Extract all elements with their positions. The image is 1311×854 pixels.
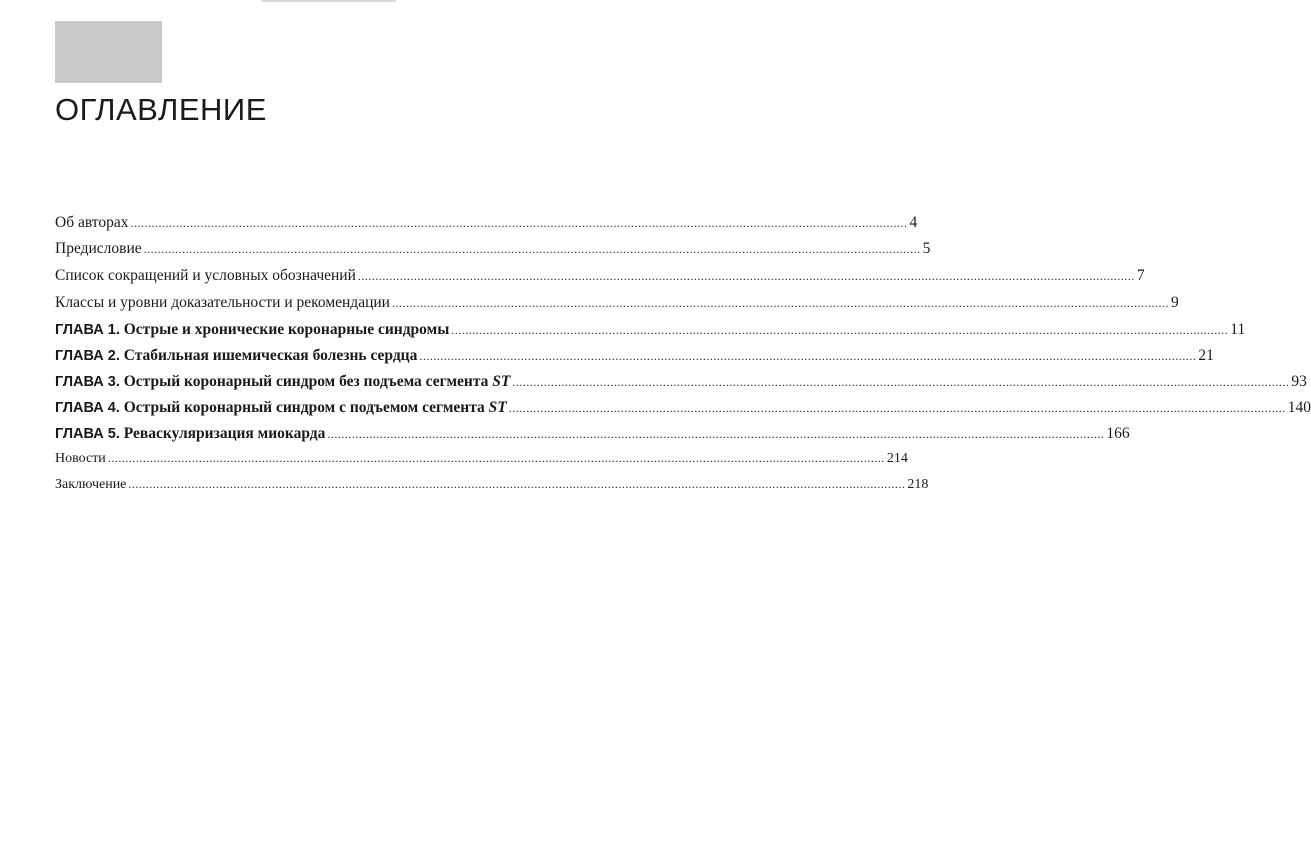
toc-leader: .............................................................................................................................................................................................................................. <box>143 242 921 256</box>
chapter-number: ГЛАВА 3. <box>55 374 120 390</box>
toc-item-label: Об авторах <box>55 214 129 231</box>
toc-item-page: 218 <box>907 477 929 492</box>
toc-leader: .............................................................................................................................................................................................................................. <box>419 349 1197 363</box>
toc-leader: .............................................................................................................................................................................................................................. <box>327 427 1105 441</box>
page-title: ОГЛАВЛЕНИЕ <box>55 92 267 127</box>
toc-item-page: 166 <box>1106 425 1130 442</box>
toc-item-page: 93 <box>1291 373 1307 390</box>
toc-item-page: 21 <box>1198 347 1214 364</box>
toc-item-page: 4 <box>909 214 918 231</box>
toc-item-label: Классы и уровни доказательности и рекомендации <box>55 294 390 311</box>
toc-leader: .............................................................................................................................................................................................................................. <box>107 451 885 465</box>
chapter-title: Острый коронарный синдром с подъемом сегмента <box>123 399 485 416</box>
chapter-title-suffix: ST <box>488 399 507 416</box>
toc-item-label: Предисловие <box>55 240 142 257</box>
toc-item-page: 214 <box>886 451 908 466</box>
toc-item-page: 140 <box>1287 399 1311 416</box>
toc-leader: .............................................................................................................................................................................................................................. <box>391 296 1169 310</box>
chapter-number: ГЛАВА 5. <box>55 426 120 442</box>
toc-item-page: 11 <box>1230 321 1246 338</box>
toc-chapter-2[interactable] <box>55 347 1214 373</box>
chapter-number: ГЛАВА 2. <box>55 348 120 364</box>
chapter-title-suffix: ST <box>492 373 511 390</box>
toc-item-label: Новости <box>55 451 106 466</box>
toc-item-page: 5 <box>922 240 931 257</box>
chapter-title: Реваскуляризация миокарда <box>123 425 326 442</box>
toc-item-authors[interactable] <box>55 214 918 240</box>
toc-item-page: 9 <box>1170 294 1179 311</box>
toc-item-abbreviations[interactable] <box>55 267 1145 294</box>
chapter-title: Острый коронарный синдром без подъема сегмента <box>123 373 489 390</box>
header-block <box>55 21 162 83</box>
toc-leader: .............................................................................................................................................................................................................................. <box>508 401 1286 415</box>
toc-leader: .............................................................................................................................................................................................................................. <box>512 375 1290 389</box>
toc-item-news[interactable] <box>55 450 908 476</box>
chapter-number: ГЛАВА 4. <box>55 400 120 416</box>
toc-chapter-1[interactable] <box>55 321 1246 347</box>
toc-item-label: Заключение <box>55 477 127 492</box>
toc-chapter-4[interactable] <box>55 399 1311 425</box>
toc-item-conclusion[interactable] <box>55 476 929 502</box>
top-divider <box>262 0 396 2</box>
toc-item-page: 7 <box>1136 267 1145 284</box>
toc-leader: .............................................................................................................................................................................................................................. <box>130 216 908 230</box>
toc-chapter-3[interactable] <box>55 373 1307 399</box>
toc-leader: .............................................................................................................................................................................................................................. <box>357 269 1135 283</box>
chapter-number: ГЛАВА 1. <box>55 322 120 338</box>
toc-leader: .............................................................................................................................................................................................................................. <box>451 323 1229 337</box>
toc-leader: .............................................................................................................................................................................................................................. <box>128 477 906 491</box>
toc-item-evidence-classes[interactable] <box>55 294 1179 321</box>
chapter-title: Острые и хронические коронарные синдромы <box>123 321 450 338</box>
toc-item-preface[interactable] <box>55 240 931 267</box>
toc-chapter-5[interactable] <box>55 425 1130 450</box>
chapter-title: Стабильная ишемическая болезнь сердца <box>123 347 418 364</box>
toc-item-label: Список сокращений и условных обозначений <box>55 267 356 284</box>
table-of-contents <box>55 214 1311 502</box>
